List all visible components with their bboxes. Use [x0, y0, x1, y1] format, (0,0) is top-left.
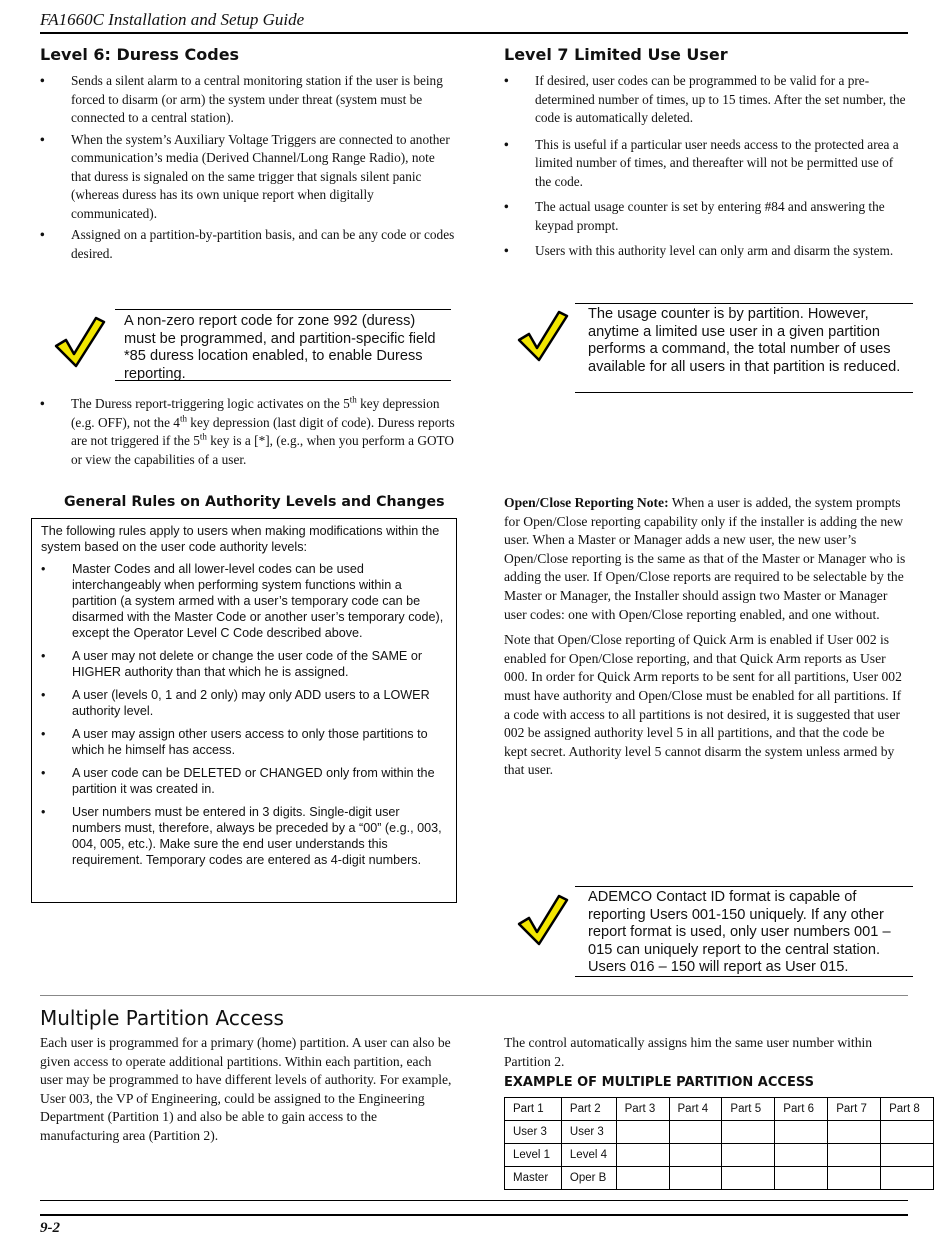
multi-left-text-block: [40, 1034, 455, 1146]
table-cell: Level 4: [561, 1144, 616, 1167]
list-item: • Assigned on a partition-by-partition basis, and can be any code or codes desired.: [40, 227, 455, 261]
table-cell: [881, 1121, 934, 1144]
usage-counter-note: The usage counter is by partition. However, anytime a limited use user in a given partition performs a command, the total number of uses available for all users in that partition is reduced.: [588, 306, 901, 375]
table-row: [505, 1121, 934, 1144]
duress-trigger-bullet: [40, 395, 455, 472]
list-item: • When the system’s Auxiliary Voltage Triggers are connected to another communication’s media (Derived Channel/Long Range Radio), note that duress is signaled on the same trigger that signals silent panic (whereas duress has its own unique report when digitally communicated).: [40, 131, 450, 221]
table-cell: Part 2: [561, 1098, 616, 1121]
table-cell: Part 6: [775, 1098, 828, 1121]
table-cell: Part 8: [881, 1098, 934, 1121]
list-item: • Master Codes and all lower-level codes can be used interchangeably when performing system functions within a partition (a system armed with a user’s temporary code can be disarmed with the Master Code or another user’s temporary code), except the Operator Level C Code described above.: [41, 562, 444, 640]
footer-rule-thick: [40, 1214, 908, 1216]
list-item: • Sends a silent alarm to a central monitoring station if the user is being forced to disarm (or arm) the system under threat (system must be connected to a central station).: [40, 73, 443, 125]
multiple-partition-heading: Multiple Partition Access: [40, 1006, 284, 1030]
table-cell: [669, 1167, 722, 1190]
table-cell: Master: [505, 1167, 562, 1190]
table-cell: [722, 1167, 775, 1190]
list-item: • A user may not delete or change the user code of the SAME or HIGHER authority than that which he is assigned.: [41, 649, 423, 679]
check-mark-icon: [52, 312, 108, 370]
note-bottom-rule: [575, 392, 913, 393]
multi-left-paragraph: Each user is programmed for a primary (home) partition. A user can also be given access to operate additional partitions. Within each partition, each user may be programmed to have different levels of authority. For example, User 003, the VP of Engineering, could be assigned to the Engineering Department (Partition 1) and also be able to gain access to the manufacturing area (Partition 2).: [40, 1035, 452, 1143]
table-cell: [722, 1144, 775, 1167]
partition-access-table: [504, 1097, 934, 1190]
page-number: 9-2: [40, 1220, 60, 1236]
table-cell: [881, 1167, 934, 1190]
list-item: • Users with this authority level can only arm and disarm the system.: [504, 243, 894, 258]
table-cell: Part 5: [722, 1098, 775, 1121]
note-bottom-rule: [115, 380, 451, 381]
table-row: [505, 1098, 934, 1121]
level6-heading: Level 6: Duress Codes: [40, 45, 240, 64]
table-title: EXAMPLE OF MULTIPLE PARTITION ACCESS: [504, 1075, 814, 1090]
list-item: • The actual usage counter is set by entering #84 and answering the keypad prompt.: [504, 199, 885, 233]
table-cell: [775, 1144, 828, 1167]
table-cell: [669, 1121, 722, 1144]
contact-id-note: ADEMCO Contact ID format is capable of reporting Users 001-150 uniquely. If any other report format is used, only user numbers 001 – 015 can uniquely report to the central station. Users 016 – 150 will report as User 015.: [588, 889, 891, 975]
list-item: • User numbers must be entered in 3 digits. Single-digit user numbers must, therefore, always be preceded by a “00” (e.g., 003, 004, 005, etc.). Make sure the end user understands this requirement. Temporary codes are entered as 4-digit numbers.: [41, 805, 442, 867]
header-rule: [40, 32, 908, 34]
document-header-title: FA1660C Installation and Setup Guide: [40, 10, 305, 29]
quick-arm-paragraph: Note that Open/Close reporting of Quick Arm is enabled if User 002 is enabled for Open/Close reporting, and that Quick Arm reports as User 000. In order for Quick Arm reports to be sent for all partitions, User 002 must have authority and Open/Close must be enabled for all partitions. If a code with access to all partitions is not desired, it is suggested that user 002 be assigned authority level 5 in all partitions, and that the code be kept secret. Authority level 5 cannot disarm the system unless armed by that user.: [504, 632, 902, 778]
multi-right-paragraph: The control automatically assigns him the same user number within Partition 2.: [504, 1035, 873, 1069]
list-item: • If desired, user codes can be programmed to be valid for a pre-determined number of times, up to 15 times. After the set number, the code is automatically deleted.: [504, 73, 906, 125]
note-bottom-rule: [575, 976, 913, 977]
footer-rule-thin: [40, 1200, 908, 1201]
table-cell: User 3: [505, 1121, 562, 1144]
table-cell: [828, 1144, 881, 1167]
rules-title: General Rules on Authority Levels and Changes: [64, 494, 445, 510]
table-cell: Part 3: [616, 1098, 669, 1121]
table-cell: [722, 1121, 775, 1144]
table-cell: [616, 1121, 669, 1144]
table-cell: [775, 1121, 828, 1144]
note-top-rule: [115, 309, 451, 310]
check-mark-icon: [515, 306, 571, 364]
table-cell: Part 4: [669, 1098, 722, 1121]
list-item: • A user may assign other users access to only those partitions to which he himself has access.: [41, 727, 428, 757]
table-cell: Part 1: [505, 1098, 562, 1121]
list-item: • A user (levels 0, 1 and 2 only) may only ADD users to a LOWER authority level.: [41, 688, 430, 718]
list-item: • A user code can be DELETED or CHANGED only from within the partition it was created in.: [41, 766, 435, 796]
table-cell: User 3: [561, 1121, 616, 1144]
table-row: [505, 1144, 934, 1167]
table-cell: [616, 1144, 669, 1167]
table-cell: [616, 1167, 669, 1190]
table-cell: Level 1: [505, 1144, 562, 1167]
table-cell: [881, 1144, 934, 1167]
level7-heading: Level 7 Limited Use User: [504, 45, 728, 64]
list-item: • This is useful if a particular user needs access to the protected area a limited number of times, and thereafter will not be permitted use of the code.: [504, 136, 899, 189]
table-cell: [775, 1167, 828, 1190]
rules-box: [31, 518, 457, 903]
table-cell: Oper B: [561, 1167, 616, 1190]
rules-intro: The following rules apply to users when making modifications within the system based on the user code authority levels:: [41, 524, 440, 554]
table-row: [505, 1167, 934, 1190]
table-cell: Part 7: [828, 1098, 881, 1121]
duress-note: A non-zero report code for zone 992 (duress) must be programmed, and partition-specific field *85 duress location enabled, to enable Duress reporting.: [124, 313, 436, 382]
check-mark-icon: [515, 890, 571, 948]
table-cell: [828, 1167, 881, 1190]
list-item: • The Duress report-triggering logic activates on the 5th key depression (e.g. OFF), not the 4th key depression (last digit of code). Duress reports are not triggered if the 5th key is a [*], (e.g., when you perform a GOTO or view the capabilities of a user.: [40, 394, 455, 467]
openclose-section: Open/Close Reporting Note: When a user is added, the system prompts for Open/Close reporting capability only if the installer is adding the new user. When a Master or Manager adds a new user, the new user’s Open/Close reporting is the same as that of the Master or Manager who is adding the user. If Open/Close reports are required to be selectable by the Master or Manager, the Installer should assign two Master or Manager user codes: one with Open/Close reporting enabled, and one without. Note that Open/Close reporting of Quick Arm is enabled if User 002 is enabled for Open/Close reporting, and that Quick Arm reports as User 000. In order for Quick Arm reports to be sent for all partitions, User 002 must have authority and Open/Close must be enabled for all partitions. If a code with access to all partitions is not desired, it is suggested that user 002 be assigned authority level 5 in all partitions, and that the code be kept secret. Authority level 5 cannot disarm the system unless armed by that user.: [504, 494, 909, 780]
multi-right-text-block: [504, 1034, 909, 1071]
level6-bullets: [40, 72, 455, 266]
level7-bullets: [504, 72, 909, 264]
section-divider: [40, 995, 908, 996]
openclose-lead: Open/Close Reporting Note:: [504, 495, 669, 510]
table-cell: [828, 1121, 881, 1144]
table-cell: [669, 1144, 722, 1167]
